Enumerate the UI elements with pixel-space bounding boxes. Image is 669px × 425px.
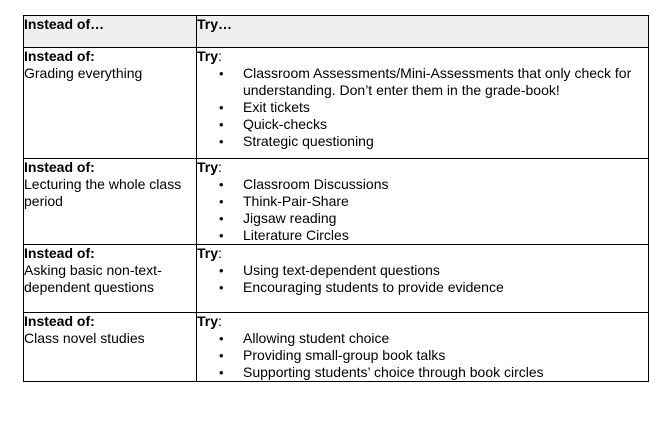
- instead-cell: [24, 159, 197, 245]
- instead-cell: [24, 313, 197, 382]
- instead-cell: [24, 245, 197, 313]
- list-item: • Jigsaw reading: [243, 210, 648, 227]
- try-list: [197, 330, 648, 381]
- instead-label: Instead of:: [24, 313, 95, 329]
- instead-text: Class novel studies: [24, 330, 145, 346]
- list-item: • Classroom Assessments/Mini-Assessments that only check for understanding. Don’t enter them in the grade-book!: [243, 65, 648, 99]
- try-cell: [197, 245, 649, 313]
- comparison-table: [23, 15, 649, 382]
- list-item: • Exit tickets: [243, 99, 648, 116]
- list-item: • Providing small-group book talks: [243, 347, 648, 364]
- try-label: Try:: [197, 245, 222, 261]
- list-item: • Supporting students’ choice through book circles: [243, 364, 648, 381]
- list-item: • Classroom Discussions: [243, 176, 648, 193]
- table-row: [24, 313, 649, 382]
- list-item: • Allowing student choice: [243, 330, 648, 347]
- header-row: [24, 16, 649, 48]
- try-cell: [197, 48, 649, 159]
- list-item: • Using text-dependent questions: [243, 262, 648, 279]
- table-row: [24, 159, 649, 245]
- instead-cell: [24, 48, 197, 159]
- header-try: Try…: [197, 16, 649, 48]
- instead-text: Grading everything: [24, 65, 143, 81]
- header-instead-of: Instead of…: [24, 16, 197, 48]
- list-item: • Think-Pair-Share: [243, 193, 648, 210]
- try-list: [197, 65, 648, 150]
- list-item: • Quick-checks: [243, 116, 648, 133]
- instead-text: Asking basic non-text-dependent questions: [24, 262, 162, 295]
- instead-text: Lecturing the whole class period: [24, 176, 182, 209]
- list-item: • Encouraging students to provide evidence: [243, 279, 648, 296]
- table-row: [24, 48, 649, 159]
- try-label: Try:: [197, 48, 222, 64]
- try-label: Try:: [197, 313, 222, 329]
- table-row: [24, 245, 649, 313]
- try-list: [197, 262, 648, 296]
- try-label: Try:: [197, 159, 222, 175]
- try-cell: [197, 313, 649, 382]
- try-list: [197, 176, 648, 244]
- instead-label: Instead of:: [24, 48, 95, 64]
- list-item: • Literature Circles: [243, 227, 648, 244]
- instead-label: Instead of:: [24, 159, 95, 175]
- list-item: • Strategic questioning: [243, 133, 648, 150]
- instead-label: Instead of:: [24, 245, 95, 261]
- try-cell: [197, 159, 649, 245]
